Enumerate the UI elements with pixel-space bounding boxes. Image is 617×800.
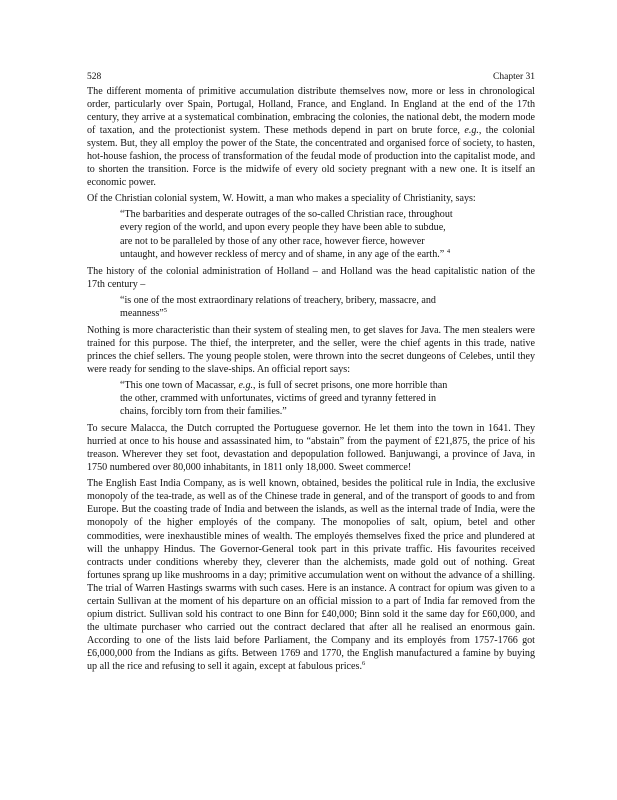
quote-line: every region of the world, and upon every people they have been able to subdue,: [120, 222, 446, 234]
quote-holland: [120, 294, 535, 320]
quote-line: the other, crammed with unfortunates, victims of greed and tyranny fettered in: [120, 393, 437, 405]
eg-abbreviation: e.g.: [464, 125, 479, 137]
quote-line: “The barbarities and desperate outrages of the so-called Christian race, throughout: [120, 209, 453, 221]
quote-howitt: [120, 208, 535, 260]
page-number: 528: [87, 72, 102, 82]
quote-macassar: [120, 379, 535, 418]
paragraph-holland: The history of the colonial administration of Holland – and Holland was the head capitalistic nation of the 17th century –: [87, 265, 535, 290]
page-body: [87, 85, 535, 676]
paragraph-howitt-intro: Of the Christian colonial system, W. Howitt, a man who makes a speciality of Christianity, says:: [87, 193, 476, 205]
quote-line: are not to be paralleled by those of any other race, however fierce, however: [120, 235, 425, 247]
quote-line: untaught, and however reckless of mercy and of shame, in any age of the earth.” $^4$: [120, 247, 451, 260]
footnote-marker: 4: [446, 247, 451, 255]
paragraph-primitive-accumulation: The different momenta of primitive accumulation distribute themselves now, more or less in chronological order, particularly over Spain, Portugal, Holland, France, and England. In England at the end of the 17th century, they arrive at a systematical combination, embracing the colonies, the national debt, the modern mode of taxation, and the protectionist system. These methods depend in part on brute force, e.g., the colonial system. But, they all employ the power of the State, the concentrated and organised force of society, to hasten, hot-house fashion, the process of transformation of the feudal mode of production into the capitalist mode, and to shorten the transition. Force is the midwife of every old society pregnant with a new one. It is itself an economic power.: [87, 86, 536, 189]
quote-line: meanness”$^5$: [120, 306, 167, 319]
footnote-marker: 5: [163, 306, 167, 314]
quote-line: “is one of the most extraordinary relations of treachery, bribery, massacre, and: [120, 294, 436, 306]
quote-line: “This one town of Macassar, e.g., is full of secret prisons, one more horrible than: [120, 379, 448, 391]
chapter-label: Chapter 31: [493, 72, 535, 82]
quote-line: chains, forcibly torn from their families.”: [120, 406, 287, 418]
eg-abbreviation: e.g.: [238, 379, 254, 391]
paragraph-stealing-men: Nothing is more characteristic than their system of stealing men, to get slaves for Java. The men stealers were trained for this purpose. The thief, the interpreter, and the seller, were the chief agents in this trade, native princes the chief sellers. The young people stolen, were thrown into the secret dungeons of Celebes, until they were ready for sending to the slave-ships. An official report says:: [87, 324, 535, 375]
paragraph-east-india-company: The English East India Company, as is well known, obtained, besides the political rule in India, the exclusive monopoly of the tea-trade, as well as of the Chinese trade in general, and of the transport of goods to and from Europe. But the coasting trade of India and between the islands, as well as the internal trade of India, were the monopoly of the higher employés of the company. The monopolies of salt, opium, betel and other commodities, were inexhaustible mines of wealth. The employés themselves fixed the price and plundered at will the unhappy Hindus. The Governor-General took part in this private traffic. His favourites received contracts under conditions whereby they, cleverer than the alchemists, made gold out of nothing. Great fortunes sprang up like mushrooms in a day; primitive accumulation went on without the advance of a shilling. The trial of Warren Hastings swarms with such cases. Here is an instance. A contract for opium was given to a certain Sullivan at the moment of his departure on an official mission to a part of India far removed from the opium district. Sullivan sold his contract to one Binn for £40,000; Binn sold it the same day for £60,000, and the ultimate purchaser who carried out the contract declared that after all he realised an enormous gain. According to one of the lists laid before Parliament, the Company and its employés from 1757-1766 got £6,000,000 from the Indians as gifts. Between 1769 and 1770, the English manufactured a famine by buying up all the rice and refusing to sell it again, except at fabulous prices.$^6$: [87, 478, 535, 672]
footnote-marker: 6: [361, 659, 366, 667]
running-header: [87, 71, 535, 83]
paragraph-malacca: To secure Malacca, the Dutch corrupted the Portuguese governor. He let them into the town in 1641. They hurried at once to his house and assassinated him, to “abstain” from the payment of £21,875, the price of his treason. Wherever they set foot, devastation and depopulation followed. Banjuwangi, a province of Java, in 1750 numbered over 80,000 inhabitants, in 1811 only 18,000. Sweet commerce!: [87, 423, 535, 474]
